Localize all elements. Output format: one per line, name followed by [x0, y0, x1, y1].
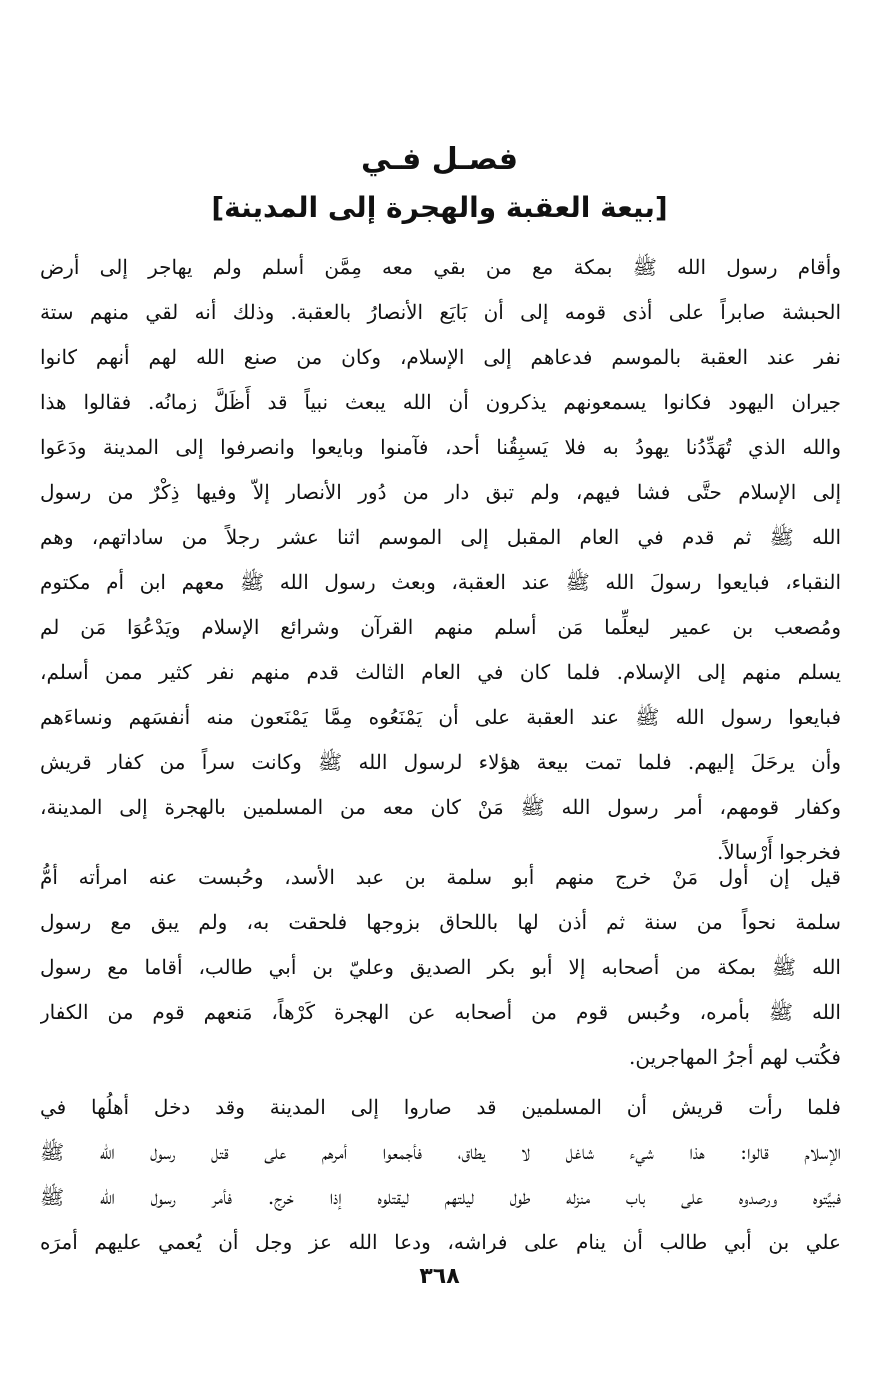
text-line: الله ﷺ بمكة من أصحابه إلا أبو بكر الصديق وعليّ بن أبي طالب، أقاما مع رسول [40, 955, 841, 979]
text-line: يسلم منهم إلى الإسلام. فلما كان في العام الثالث قدم منهم نفر كثير ممن أسلم، [40, 660, 841, 684]
paragraph-2 [40, 855, 841, 1080]
text-line: الله ﷺ ثم قدم في العام المقبل إلى الموسم اثنا عشر رجلاً من ساداتهم، وهم [40, 525, 841, 549]
paragraph-3 [40, 1085, 841, 1265]
text-line: سلمة نحواً من سنة ثم أذن لها باللحاق بزوجها فلحقت به، ولم يبق مع رسول [40, 910, 841, 934]
text-line: نفر عند العقبة بالموسم فدعاهم إلى الإسلام، وكان من صنع الله لهم أنهم كانوا [40, 345, 841, 369]
page-number: ٣٦٨ [419, 1264, 460, 1289]
text-line: الإسلام قالوا: هذا شيء شاغل لا يطاق، فأجمعوا أمرهم على قتل رسول الله ﷺ [40, 1140, 841, 1164]
paragraph-1 [40, 245, 841, 875]
text-line: قيل إن أول مَنْ خرج منهم أبو سلمة بن عبد الأسد، وحُبست عنه امرأته أمُّ [40, 865, 841, 889]
text-line: فلما رأت قريش أن المسلمين قد صاروا إلى المدينة وقد دخل أهلُها في [40, 1095, 841, 1119]
text-line: فخرجوا أَرْسالاً. [717, 840, 841, 864]
text-line: فبايعوا رسول الله ﷺ عند العقبة على أن يَمْنَعُوه مِمَّا يَمْنَعون منه أنفسَهم ونساءَهم [40, 705, 841, 729]
text-line: فكُتب لهم أجرُ المهاجرين. [628, 1045, 841, 1069]
text-line: النقباء، فبايعوا رسولَ الله ﷺ عند العقبة، وبعث رسول الله ﷺ معهم ابن أم مكتوم [40, 570, 841, 594]
text-line: إلى الإسلام حتَّى فشا فيهم، ولم تبق دار من دُور الأنصار إلاّ وفيها ذِكْرٌ من رسول [40, 480, 841, 504]
text-line: وأقام رسول الله ﷺ بمكة مع من بقي معه مِمَّن أسلم ولم يهاجر إلى أرض [40, 255, 841, 279]
text-line: الله ﷺ بأمره، وحُبس قوم من أصحابه عن الهجرة كَرْهاً، مَنعهم قوم من الكفار [40, 1000, 841, 1024]
text-line: علي بن أبي طالب أن ينام على فراشه، ودعا الله عز وجل أن يُعمي عليهم أمرَه [40, 1230, 841, 1254]
text-line: الحبشة صابراً على أذى قومه إلى أن بَايَع الأنصارُ بالعقبة. وذلك أنه لقي منهم ستة [40, 300, 841, 324]
text-line: ومُصعب بن عمير ليعلِّما مَن أسلم منهم القرآن وشرائع الإسلام ويَدْعُوَا مَن لم [40, 615, 841, 639]
text-line: والله الذي تُهَدِّدُنا يهودُ به فلا يَسبِقُنا أحد، فآمنوا وبايعوا وانصرفوا إلى المدينة ودَعَوا [40, 435, 841, 459]
chapter-title: فصـل فـي [361, 142, 518, 177]
text-line: وأن يرحَلَ إليهم. فلما تمت بيعة هؤلاء لرسول الله ﷺ وكانت سراً من كفار قريش [40, 750, 841, 774]
text-line: جيران اليهود فكانوا يسمعونهم يذكرون أن الله يبعث نبياً قد أَظَلَّ زمانُه. فقالوا هذا [40, 390, 841, 414]
chapter-subtitle: [بيعة العقبة والهجرة إلى المدينة] [211, 191, 668, 224]
text-line: فبيَّتوه ورصدوه على باب منزله طول ليلتهم ليقتلوه إذا خرج. فأمر رسول الله ﷺ [40, 1185, 841, 1209]
text-line: وكفار قومهم، أمر رسول الله ﷺ مَنْ كان معه من المسلمين بالهجرة إلى المدينة، [40, 795, 841, 819]
